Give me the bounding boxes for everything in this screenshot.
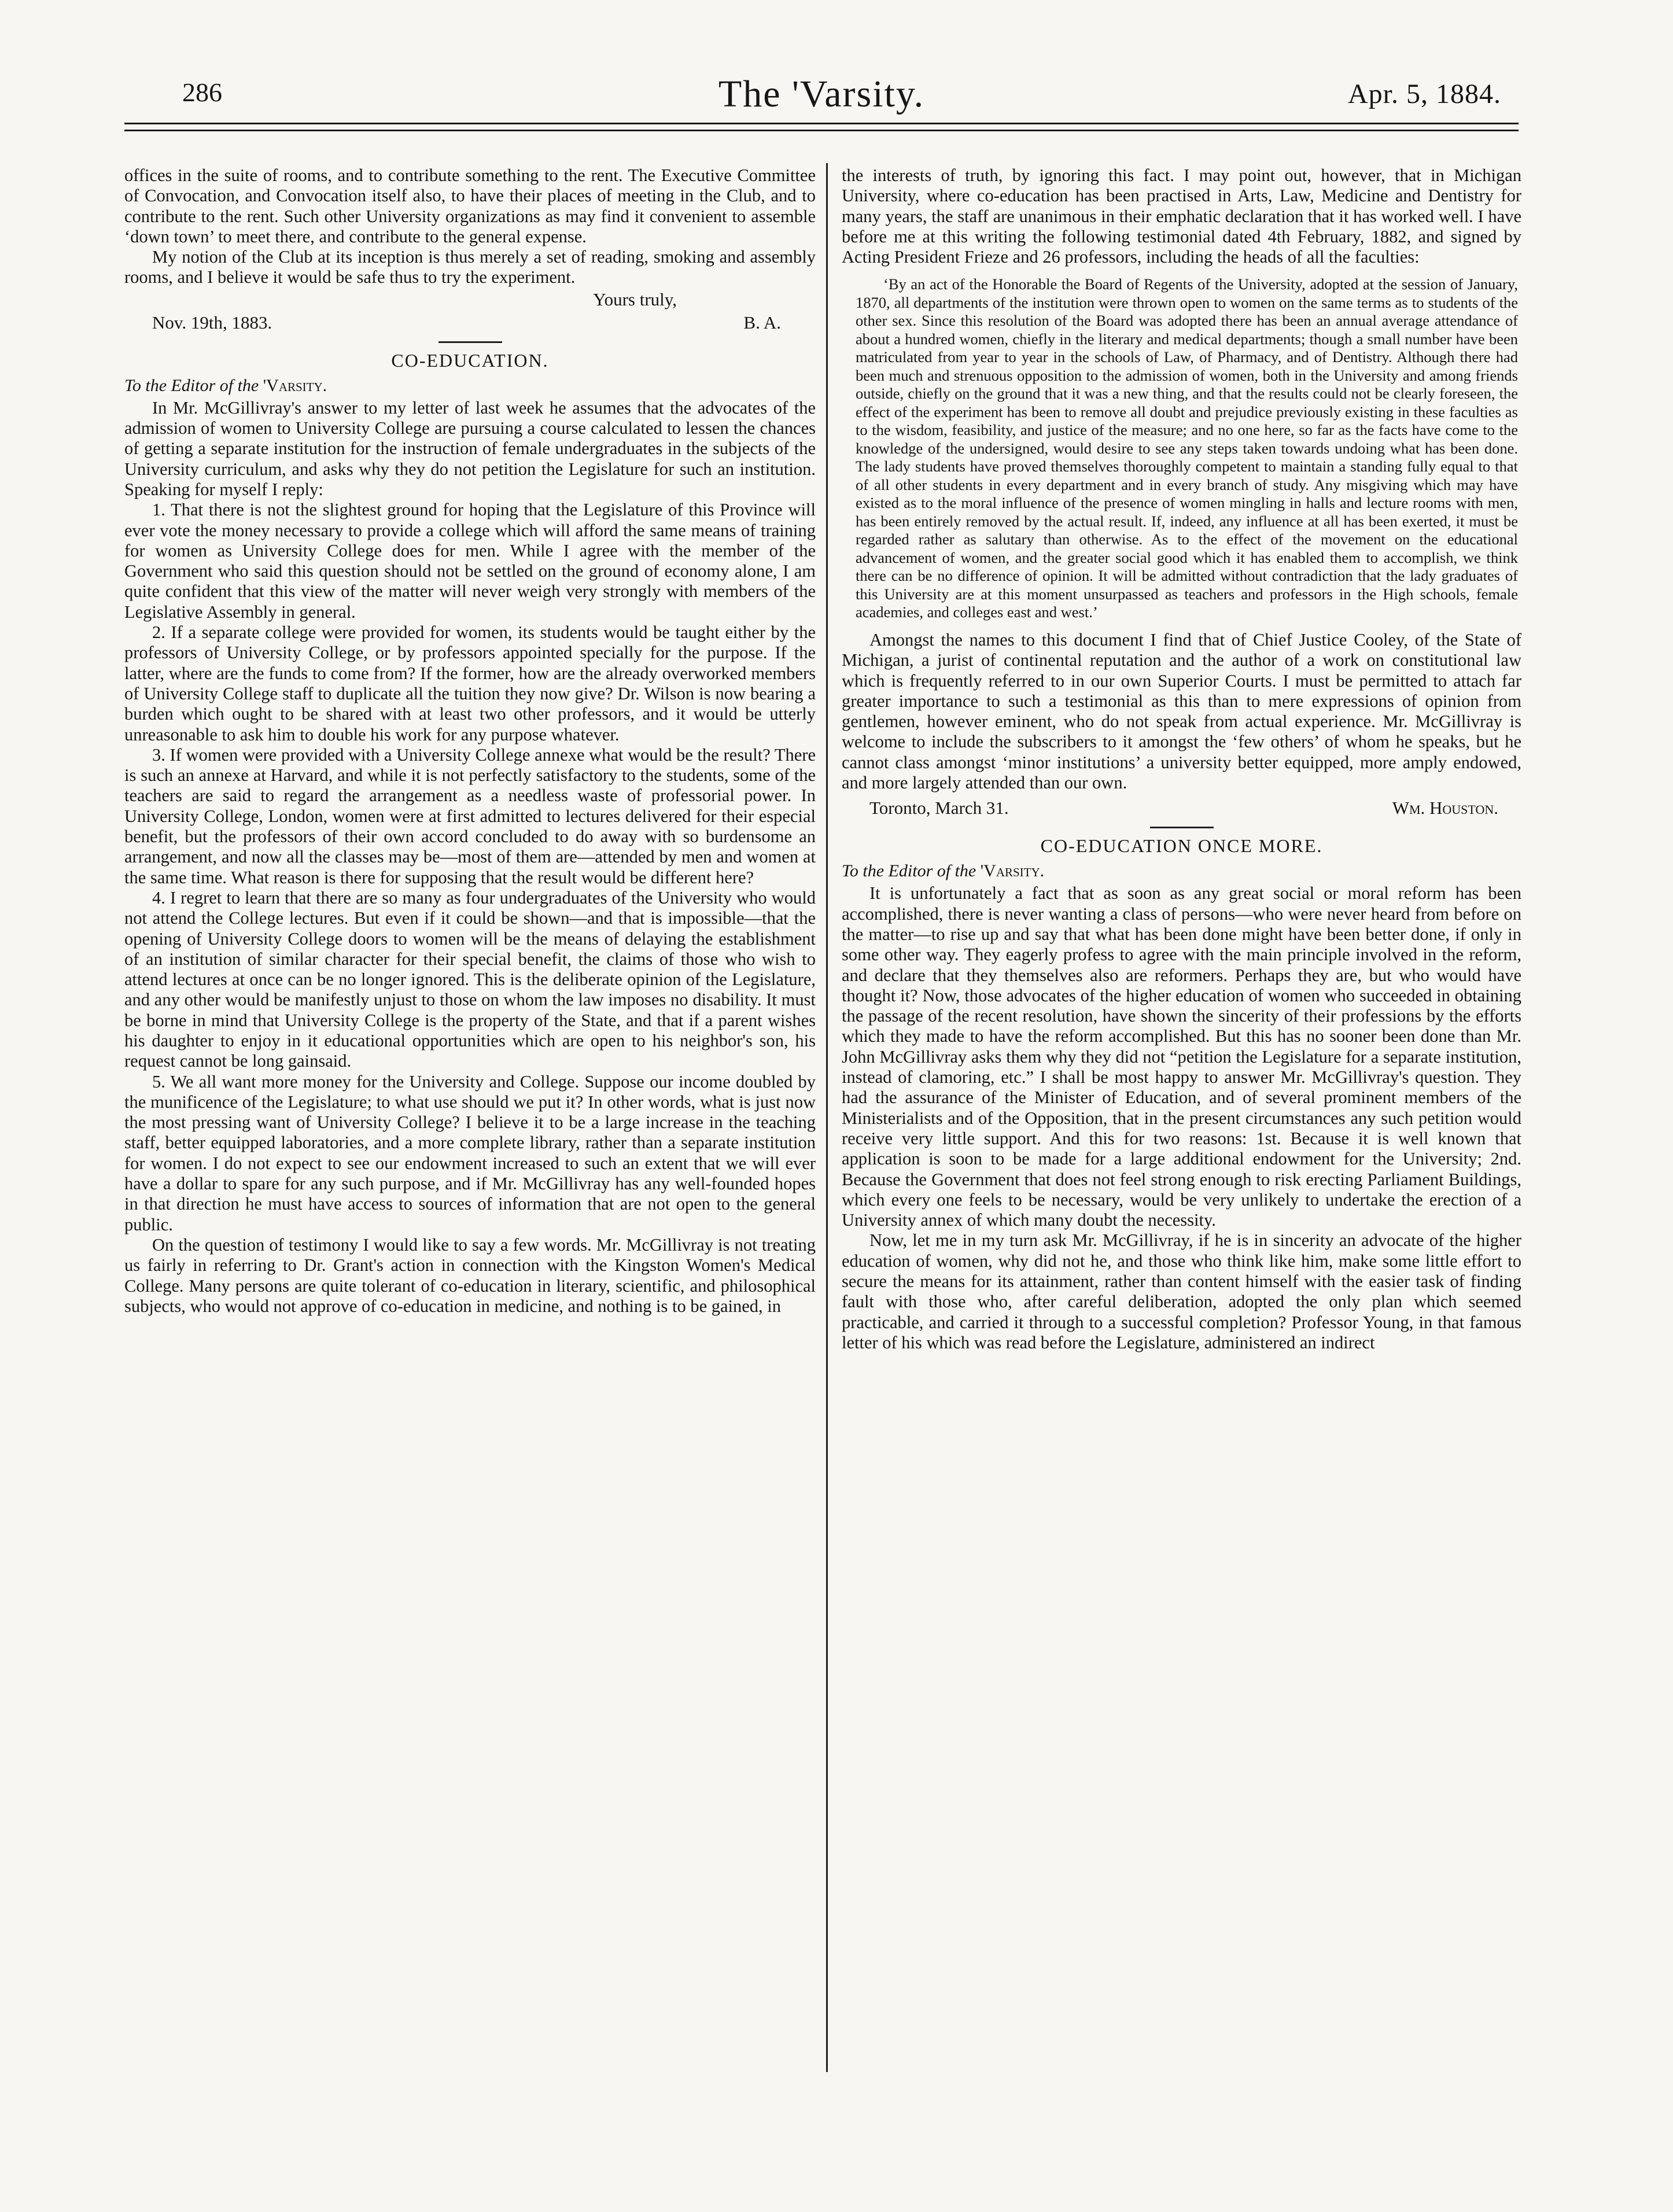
salutation bbox=[124, 376, 816, 396]
article-paragraph: On the question of testimony I would like to say a few words. Mr. McGillivray is not treating us fairly in referring to Dr. Grant's action in connection with the Kingston Women's Medical College. Many persons are quite tolerant of co-education in literary, scientific, and philosophical subjects, who would not approve of co-education in medicine, and nothing is to be gained, in bbox=[124, 1234, 816, 1316]
left-column bbox=[124, 165, 816, 1317]
article-paragraph: 5. We all want more money for the University and College. Suppose our income doubled by the munificence of the Legislature; to what use should we put it? In other words, what is just now the most pressing want of University College? I believe it to be a large increase in the teaching staff, better equipped laboratories, and a more complete library, rather than a separate institution for women. I do not expect to see our endowment increased to such an extent that we will ever have a dollar to spare for any such purpose, and if Mr. McGillivray has any well-founded hopes in that direction he must have access to sources of information that are not open to the general public. bbox=[124, 1071, 816, 1234]
article-paragraph: 4. I regret to learn that there are so many as four undergraduates of the University who would not attend the College lectures. But even if it could be shown—and that is impossible—that the opening of University College doors to women will be the means of delaying the establishment of an institution of similar character for their special benefit, the claims of those who wish to attend lectures at once can be no longer ignored. This is the deliberate opinion of the Legislature, and any other would be manifestly unjust to those on whom the law imposes no disability. It must be borne in mind that University College is the property of the State, and that if a parent wishes his daughter to enjoy in it educational opportunities which are open to his neighbor's son, his request cannot be long gainsaid. bbox=[124, 887, 816, 1071]
salutation-varsity: 'Varsity. bbox=[263, 375, 327, 395]
article-paragraph: Amongst the names to this document I find that of Chief Justice Cooley, of the State of Michigan, a jurist of continental reputation and the author of a work on constitutional law which is frequently referred to in our own Superior Courts. I must be permitted to attach far greater importance to such a testimonial as this than to mere expressions of opinion from gentlemen, however eminent, who do not speak from actual experience. Mr. McGillivray is welcome to include the subscribers to it amongst the ‘few others’ of whom he speaks, but he cannot class amongst ‘minor institutions’ a university better equipped, more amply endowed, and more largely attended than our own. bbox=[842, 629, 1521, 793]
page-header bbox=[124, 72, 1519, 119]
article-heading: CO-EDUCATION ONCE MORE. bbox=[1040, 835, 1323, 857]
section-rule bbox=[438, 341, 502, 343]
testimonial-quote: ‘By an act of the Honorable the Board of Regents of the University, adopted at the session of January, 1870, all departments of the institution were thrown open to women on the same terms as to students of the other sex. Since this resolution of the Board was adopted there has been an annual average attendance of about a hundred women, chiefly in the literary and medical departments; though a small number have been matriculated from year to year in the schools of Law, of Pharmacy, and of Dentistry. Although there had been much and strenuous opposition to the admission of women, both in the University and among friends outside, chiefly on the ground that it was a new thing, and that the results could not be clearly foreseen, the effect of the experiment has been to remove all doubt and prejudice previously existing in these faculties as to the wisdom, feasibility, and justice of the measure; and no one here, so far as the facts have come to the knowledge of the undersigned, would desire to see any steps taken towards undoing what has been done. The lady students have proved themselves thoroughly competent to maintain a standing fully equal to that of all other students in every department and in every branch of study. Any misgiving which may have existed as to the moral influence of the presence of women mingling in halls and lecture rooms with men, has been entirely removed by the actual result. If, indeed, any influence at all has been exerted, it must be regarded rather as salutary than otherwise. As to the effect of the movement on the educational advancement of women, and the greater social good which it has enabled them to accomplish, we think there can be no difference of opinion. It will be admitted without contradiction that the lady graduates of this University are at this moment unsurpassed as teachers and professors in the High schools, female academies, and colleges east and west.’ bbox=[856, 275, 1518, 621]
article-place-date: Toronto, March 31. bbox=[869, 798, 1009, 819]
article-paragraph: 3. If women were provided with a University College annexe what would be the result? There is such an annexe at Harvard, and while it is not perfectly satisfactory to the students, some of the teachers are said to regard the arrangement as a needless waste of professorial power. In University College, London, women were at first admitted to lectures delivered for their especial benefit, but the professors of their own accord concluded to do away with so burdensome an arrangement, and now all the classes may be—most of them are—attended by men and women at the same time. What reason is there for supposing that the result would be different here? bbox=[124, 744, 816, 887]
column-divider bbox=[826, 163, 828, 2072]
right-column bbox=[842, 165, 1521, 1353]
article-paragraph: In Mr. McGillivray's answer to my letter of last week he assumes that the advocates of the admission of women to University College are pursuing a course calculated to lessen the chances of getting a separate institution for the instruction of female undergraduates in the subjects of the University curriculum, and asks why they do not petition the Legislature for such an institution. Speaking for myself I reply: bbox=[124, 397, 816, 499]
article-continued-paragraph: the interests of truth, by ignoring this fact. I may point out, however, that in Michigan University, where co-education has been practised in Arts, Law, Medicine and Dentistry for many years, the staff are unanimous in their emphatic declaration that it has worked well. I have before me at this writing the following testimonial dated 4th February, 1882, and signed by Acting President Frieze and 26 professors, including the heads of all the faculties: bbox=[842, 165, 1521, 267]
article-paragraph: 2. If a separate college were provided for women, its students would be taught either by the professors of University College, or by professors appointed specially for the purpose. If the latter, where are the funds to come from? If the former, how are the already overworked members of University College staff to duplicate all the tuition they now give? Dr. Wilson is now bearing a burden which ought to be shared with at least two other professors, and it would be utterly unreasonable to ask him to double his work for any purpose whatever. bbox=[124, 622, 816, 744]
letter-continued-paragraph: offices in the suite of rooms, and to contribute something to the rent. The Executive Committee of Convocation, and Convocation itself also, to have their places of meeting in the Club, and to contribute to the rent. Such other University organizations as may find it convenient to assemble ‘down town’ to meet there, and contribute to the general expense. bbox=[124, 165, 816, 246]
article-paragraph: It is unfortunately a fact that as soon as any great social or moral reform has been accomplished, there is never wanting a class of persons—who were never heard from before on the matter—to rise up and say that what has been done might have been better done, if only in some other way. They eagerly profess to agree with the main principle involved in the reform, and declare that they themselves also are reformers. Perhaps they are, but who would have thought it? Now, those advocates of the higher education of women who succeeded in obtaining the passage of the recent resolution, have shown the sincerity of their professions by the efforts which they made to have the reform accomplished. But this has no sooner been done than Mr. John McGillivray asks them why they did not “petition the Legislature for a separate institution, instead of clamoring, etc.” I shall be most happy to answer Mr. McGillivray's question. They had the assurance of the Minister of Education, and of several prominent members of the Ministerialists and of the Opposition, that in the present circumstances any such petition would receive very little support. And this for two reasons: 1st. Because it is well known that application is soon to be made for a large additional endowment for the University; 2nd. Because the Government that does not feel strong enough to risk erecting Parliament Buildings, which every one feels to be necessary, would be very unlikely to undertake the erection of a University annex of which many doubt the necessity. bbox=[842, 883, 1521, 1230]
letter-date: Nov. 19th, 1883. bbox=[152, 312, 272, 333]
salutation-text: To the Editor of the bbox=[124, 375, 259, 395]
salutation bbox=[842, 861, 1521, 881]
issue-date: Apr. 5, 1884. bbox=[1348, 79, 1501, 109]
page-number: 286 bbox=[182, 78, 222, 107]
salutation-text: To the Editor of the bbox=[842, 861, 976, 881]
masthead: The 'Varsity. bbox=[718, 73, 925, 115]
letter-paragraph: My notion of the Club at its inception is thus merely a set of reading, smoking and assembly rooms, and I believe it would be safe thus to try the experiment. bbox=[124, 247, 816, 287]
header-rule-bottom bbox=[124, 130, 1519, 131]
letter-closing: Yours truly, bbox=[593, 289, 677, 309]
article-paragraph: 1. That there is not the slightest ground for hoping that the Legislature of this Province will ever vote the money necessary to provide a college which will afford the same means of training for women as University College does for men. While I agree with the member of the Government who said this question should not be settled on the ground of economy alone, I am quite confident that this view of the matter will never weigh very strongly with members of the Legislative Assembly in general. bbox=[124, 500, 816, 622]
letter-signature-line bbox=[124, 311, 816, 334]
header-rule-top bbox=[124, 123, 1519, 124]
article-signature-line bbox=[842, 797, 1521, 820]
article-paragraph: Now, let me in my turn ask Mr. McGillivray, if he is in sincerity an advocate of the higher education of women, why did not he, and those who think like him, make some little effort to secure the means for its attainment, rather than content himself with the easier task of finding fault with those who, after careful deliberation, adopted the only plan which seemed practicable, and carried it through to a successful completion? Professor Young, in that famous letter of his which was read before the Legislature, administered an indirect bbox=[842, 1230, 1521, 1352]
article-signature: Wm. Houston. bbox=[1392, 798, 1498, 819]
section-rule bbox=[1150, 827, 1214, 828]
salutation-varsity: 'Varsity. bbox=[980, 861, 1045, 881]
letter-signature: B. A. bbox=[743, 312, 781, 333]
article-heading: CO-EDUCATION. bbox=[391, 349, 549, 371]
